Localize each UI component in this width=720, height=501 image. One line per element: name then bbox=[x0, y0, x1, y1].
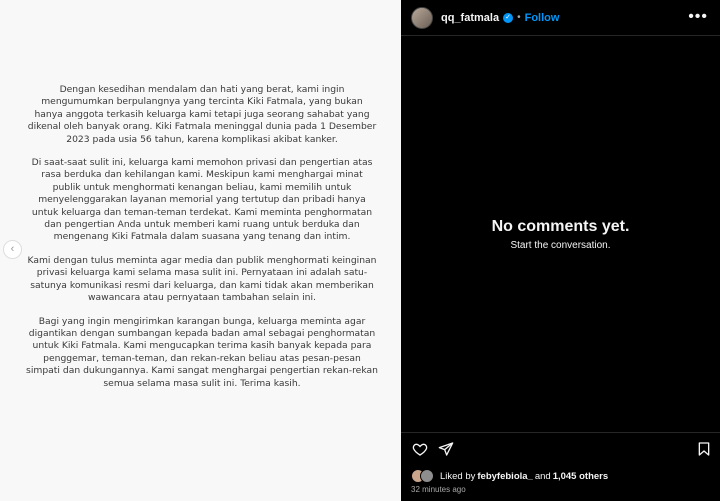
post-paragraph-3: Kami dengan tulus meminta agar media dan publik menghormati keinginan privasi keluarga kami selama masa sulit ini. Pernyataan ini adalah satu-satunya komunikasi resmi dari keluarga, dan kami tidak akan memberikan wawancara atau pernyataan tambahan selain ini. bbox=[27, 254, 377, 304]
post-caption-text bbox=[26, 84, 378, 401]
chevron-left-icon: ‹ bbox=[10, 243, 15, 255]
post-paragraph-1: Dengan kesedihan mendalam dan hati yang berat, kami ingin mengumumkan berpulangnya yang tercinta Kiki Fatmala, yang bukan hanya anggota terkasih keluarga kami tetapi juga seorang sahabat yang dikenal oleh banyak orang. Kiki Fatmala meninggal dunia pada 1 Desember 2023 pada usia 56 tahun, karena komplikasi akibat kanker. bbox=[27, 84, 377, 145]
verified-badge-icon: ✓ bbox=[503, 13, 513, 23]
avatar bbox=[420, 469, 434, 483]
divider bbox=[401, 432, 720, 433]
post-sidebar bbox=[401, 0, 720, 501]
empty-comments-subtitle: Start the conversation. bbox=[510, 240, 611, 251]
liker-username-link[interactable]: febyfebiola_ bbox=[477, 470, 533, 482]
likes-count-link[interactable]: 1,045 others bbox=[552, 470, 609, 482]
username-link[interactable]: qq_fatmala bbox=[441, 11, 500, 24]
separator-dot: • bbox=[517, 12, 521, 23]
share-icon[interactable] bbox=[438, 441, 454, 457]
empty-comments-title: No comments yet. bbox=[491, 218, 630, 235]
more-options-icon[interactable]: ••• bbox=[688, 8, 708, 25]
likes-summary bbox=[411, 469, 610, 483]
post-timestamp: 32 minutes ago bbox=[411, 485, 466, 494]
bookmark-icon[interactable] bbox=[696, 441, 712, 457]
post-header bbox=[401, 0, 720, 36]
carousel-prev-button[interactable] bbox=[3, 240, 22, 259]
heart-icon[interactable] bbox=[412, 441, 428, 457]
follow-button[interactable]: Follow bbox=[524, 11, 560, 24]
likes-conjunction: and bbox=[534, 470, 551, 482]
liker-avatars bbox=[411, 469, 435, 483]
post-paragraph-4: Bagi yang ingin mengirimkan karangan bunga, keluarga meminta agar digantikan dengan sumbangan kepada badan amal sebagai penghormatan untuk Kiki Fatmala. Kami mengucapkan terima kasih banyak kepada para penggemar, teman-teman, dan rekan-rekan beliau atas pesan-pesan simpati dan dukungannya. Kami sangat menghargai pengertian rekan-rekan semua selama masa sulit ini. Terima kasih. bbox=[26, 315, 378, 389]
likes-prefix: Liked by bbox=[440, 470, 476, 482]
post-paragraph-2: Di saat-saat sulit ini, keluarga kami memohon privasi dan pengertian atas rasa berduka dan kehilangan kami. Meskipun kami menghargai minat publik untuk menghormati kenangan beliau, kami memilih untuk menyelenggarakan layanan memorial yang tertutup dan pribadi hanya untuk keluarga dan teman-teman terdekat. Kami meminta penghormatan dan pengertian Anda untuk memberi kami ruang untuk berduka dan mengenang Kiki Fatmala dalam suasana yang tenang dan intim. bbox=[31, 157, 373, 243]
avatar[interactable] bbox=[411, 7, 433, 29]
